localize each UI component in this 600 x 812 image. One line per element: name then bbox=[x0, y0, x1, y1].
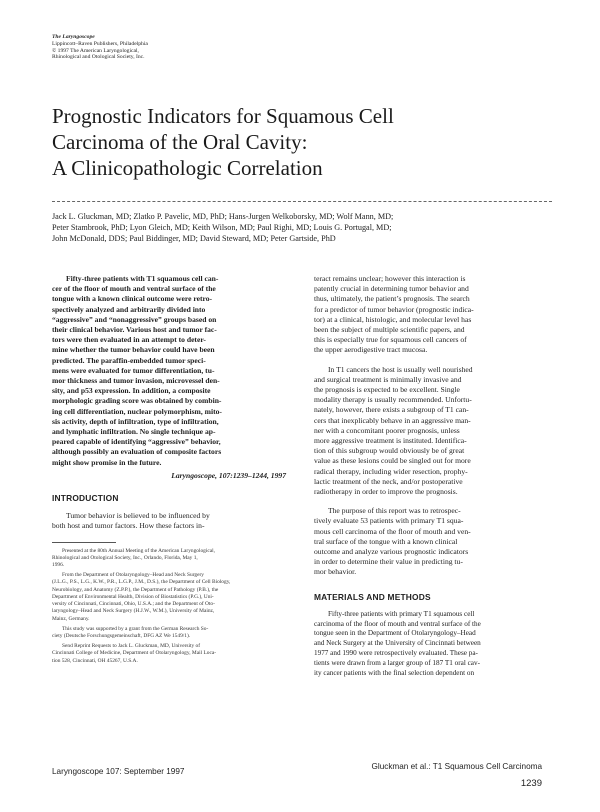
body-line: tral surface of the tongue with a known clinical bbox=[314, 536, 458, 546]
journal-citation: Laryngoscope, 107:1239–1244, 1997 bbox=[171, 470, 286, 480]
body-line: the prognosis is expected to be excellent. Single bbox=[314, 385, 460, 395]
abstract-line: cer of the floor of mouth and ventral surface of the bbox=[52, 284, 216, 294]
methods-paragraph bbox=[314, 610, 548, 679]
body-line: in order to determine their value in predicting tu- bbox=[314, 557, 463, 567]
body-line: cers that inexplicably behave in an aggressive man- bbox=[314, 415, 471, 425]
abstract-line: mens were evaluated for tumor differentiation, tu- bbox=[52, 365, 215, 375]
body-line: carcinoma of the floor of mouth and ventral surface of the bbox=[314, 619, 481, 628]
abstract-line: sity, and p53 expression. In addition, a composite bbox=[52, 386, 211, 396]
abstract-line: might show promise in the future. bbox=[52, 457, 162, 467]
footnote-line: laryngology–Head and Neck Surgery (H.J.W., W.M.), University of Mainz, bbox=[52, 608, 215, 615]
body-line: thus, ultimately, the patient’s prognosis. The search bbox=[314, 294, 470, 304]
right-column bbox=[314, 274, 548, 678]
methods-heading: MATERIALS AND METHODS bbox=[314, 591, 431, 602]
body-line: In T1 cancers the host is usually well nourished bbox=[328, 364, 473, 374]
body-line: mor behavior. bbox=[314, 567, 357, 577]
abstract-line: ing cell differentiation, nuclear polymorphism, mito- bbox=[52, 406, 222, 416]
footnote-line: Neurobiology, and Anatomy (Z.P.P.), the Department of Pathology (P.B.), the bbox=[52, 586, 219, 593]
body-line: both host and tumor factors. How these factors in- bbox=[52, 521, 205, 531]
body-line: tion of this subgroup would obviously be of great bbox=[314, 446, 465, 456]
footnote-line: versity of Cincinnati, Cincinnati, Ohio, U.S.A.; and the Department of Oto- bbox=[52, 601, 215, 608]
society-line: Rhinological and Otological Society, Inc. bbox=[52, 54, 145, 61]
body-line: ner with a concomitant poorer prognosis, unless bbox=[314, 425, 460, 435]
abstract-line: predicted. The paraffin-embedded tumor speci- bbox=[52, 355, 206, 365]
publisher-line: Lippincott–Raven Publishers, Philadelphia bbox=[52, 40, 148, 47]
intro-paragraph-1 bbox=[314, 274, 548, 356]
body-line: value as these lesions could be singled out for more bbox=[314, 456, 471, 466]
body-line: outcome and analyze various prognostic indicators bbox=[314, 547, 469, 557]
footer-journal: Laryngoscope 107: September 1997 bbox=[52, 767, 185, 776]
body-line: radical therapy, including wider resection, prophy- bbox=[314, 466, 468, 476]
abstract bbox=[52, 274, 286, 481]
abstract-line: tors were then evaluated in an attempt to deter- bbox=[52, 335, 206, 345]
footnote-divider bbox=[52, 542, 116, 543]
intro-paragraph-2 bbox=[314, 365, 548, 498]
body-line: nately, however, there exists a subgroup of T1 can- bbox=[314, 405, 469, 415]
journal-header bbox=[52, 34, 148, 61]
intro-paragraph-3 bbox=[314, 506, 548, 577]
author-line: Peter Stambrook, PhD; Lyon Gleich, MD; Keith Wilson, MD; Paul Righi, MD; Louis G. Portugal, MD; bbox=[52, 223, 392, 232]
title-line: Prognostic Indicators for Squamous Cell bbox=[52, 104, 394, 128]
body-line: this is especially true for squamous cell cancers of bbox=[314, 335, 467, 345]
footnotes bbox=[52, 548, 286, 665]
body-line: modality therapy is usually recommended. Unfortu- bbox=[314, 395, 472, 405]
abstract-line: sis activity, depth of infiltration, type of infiltration, bbox=[52, 416, 219, 426]
article-title bbox=[52, 103, 552, 181]
abstract-line: their clinical behavior. Various host and tumor fac- bbox=[52, 325, 217, 335]
footnote-line: tion 528, Cincinnati, OH 45267, U.S.A. bbox=[52, 657, 138, 664]
page-number: 1239 bbox=[520, 778, 542, 789]
abstract-line: tongue with a known clinical outcome were retro- bbox=[52, 294, 213, 304]
body-line: teract remains unclear; however this interaction is bbox=[314, 274, 466, 283]
footnote-line: 1996. bbox=[52, 562, 65, 569]
body-line: Fifty-three patients with primary T1 squamous cell bbox=[328, 609, 475, 618]
footnote-line: Mainz, Germany. bbox=[52, 615, 90, 622]
abstract-line: “aggressive” and “nonaggressive” groups based on bbox=[52, 314, 217, 324]
footnote-line: Presented at the 80th Annual Meeting of the American Laryngological, bbox=[62, 547, 215, 554]
author-line: Jack L. Gluckman, MD; Zlatko P. Pavelic, MD, PhD; Hans-Jurgen Welkoborsky, MD; Wolf Mann, MD; bbox=[52, 212, 394, 221]
body-line: 1977 and 1990 were retrospectively evaluated. These pa- bbox=[314, 649, 478, 658]
footnote-line: Department of Environmental Health, Division of Biostatistics (P.G.), Uni- bbox=[52, 593, 214, 600]
body-line: the upper aerodigestive tract mucosa. bbox=[314, 345, 428, 355]
body-line: tients were drawn from a larger group of 187 T1 oral cav- bbox=[314, 658, 480, 667]
body-line: been the subject of multiple scientific papers, and bbox=[314, 325, 465, 335]
body-line: patently crucial in determining tumor behavior and bbox=[314, 284, 469, 294]
abstract-line: Fifty-three patients with T1 squamous cell can- bbox=[66, 274, 219, 283]
footnote-line: This study was supported by a grant from the German Research So- bbox=[62, 625, 209, 632]
author-line: John McDonald, DDS; Paul Biddinger, MD; David Steward, MD; Peter Gartside, PhD bbox=[52, 234, 336, 243]
abstract-line: mor thickness and tumor invasion, microvessel den- bbox=[52, 376, 220, 386]
title-line: Carcinoma of the Oral Cavity: bbox=[52, 130, 308, 154]
title-divider bbox=[52, 201, 552, 202]
footnote-line: ciety (Deutsche Forschungsgemeinschaft, DFG AZ We 1549/1). bbox=[52, 632, 191, 639]
body-line: for a predictor of tumor behavior (prognostic indica- bbox=[314, 304, 474, 314]
author-list bbox=[52, 211, 572, 244]
abstract-line: peared capable of identifying “aggressive” behavior, bbox=[52, 437, 221, 447]
body-line: tor) at a clinical, histologic, and molecular level has bbox=[314, 314, 472, 324]
journal-name: The Laryngoscope bbox=[52, 34, 95, 40]
footer-running-title: Gluckman et al.: T1 Squamous Cell Carcinoma bbox=[371, 762, 542, 771]
body-line: tongue seen in the Department of Otolaryngology–Head bbox=[314, 629, 476, 638]
introduction-heading: INTRODUCTION bbox=[52, 493, 119, 504]
body-line: and Neck Surgery at the University of Cincinnati between bbox=[314, 639, 481, 648]
body-line: The purpose of this report was to retrospec- bbox=[328, 506, 461, 516]
body-line: and surgical treatment is minimally invasive and bbox=[314, 374, 462, 384]
body-line: radiotherapy in order to improve the prognosis. bbox=[314, 487, 458, 497]
abstract-line: morphologic grading score was obtained by combin- bbox=[52, 396, 222, 406]
body-line: tively evaluate 53 patients with primary T1 squa- bbox=[314, 516, 464, 526]
left-column bbox=[52, 274, 286, 665]
footnote-line: From the Department of Otolaryngology–Head and Neck Surgery bbox=[62, 572, 204, 579]
footnote-line: Rhinological and Otological Society, Inc., Orlando, Florida, May 1, bbox=[52, 554, 198, 561]
footnote-line: (J.L.G., P.S., L.G., K.W., P.R., L.G.P., J.M., D.S.), the Department of Cell Biology, bbox=[52, 579, 231, 586]
title-line: A Clinicopathologic Correlation bbox=[52, 156, 323, 180]
footnote-line: Send Reprint Requests to Jack L. Gluckman, MD, University of bbox=[62, 643, 201, 650]
copyright-line: © 1997 The American Laryngological, bbox=[52, 47, 139, 54]
footnote-line: Cincinnati College of Medicine, Department of Otolaryngology, Mail Loca- bbox=[52, 650, 217, 657]
body-line: more aggressive treatment is instituted. Identifica- bbox=[314, 436, 467, 446]
abstract-line: although possibly an evaluation of composite factors bbox=[52, 447, 222, 457]
body-line: lactic treatment of the neck, and/or postoperative bbox=[314, 476, 463, 486]
abstract-line: spectively analyzed and arbitrarily divided into bbox=[52, 304, 206, 314]
body-line: mous cell carcinoma of the floor of mouth and ven- bbox=[314, 526, 471, 536]
abstract-line: mine whether the tumor behavior could have been bbox=[52, 345, 215, 355]
body-line: ity cancer patients with the final selection dependent on bbox=[314, 668, 475, 677]
abstract-line: and lymphatic infiltration. No single technique ap- bbox=[52, 427, 216, 437]
body-line: Tumor behavior is believed to be influenced by bbox=[66, 511, 210, 521]
